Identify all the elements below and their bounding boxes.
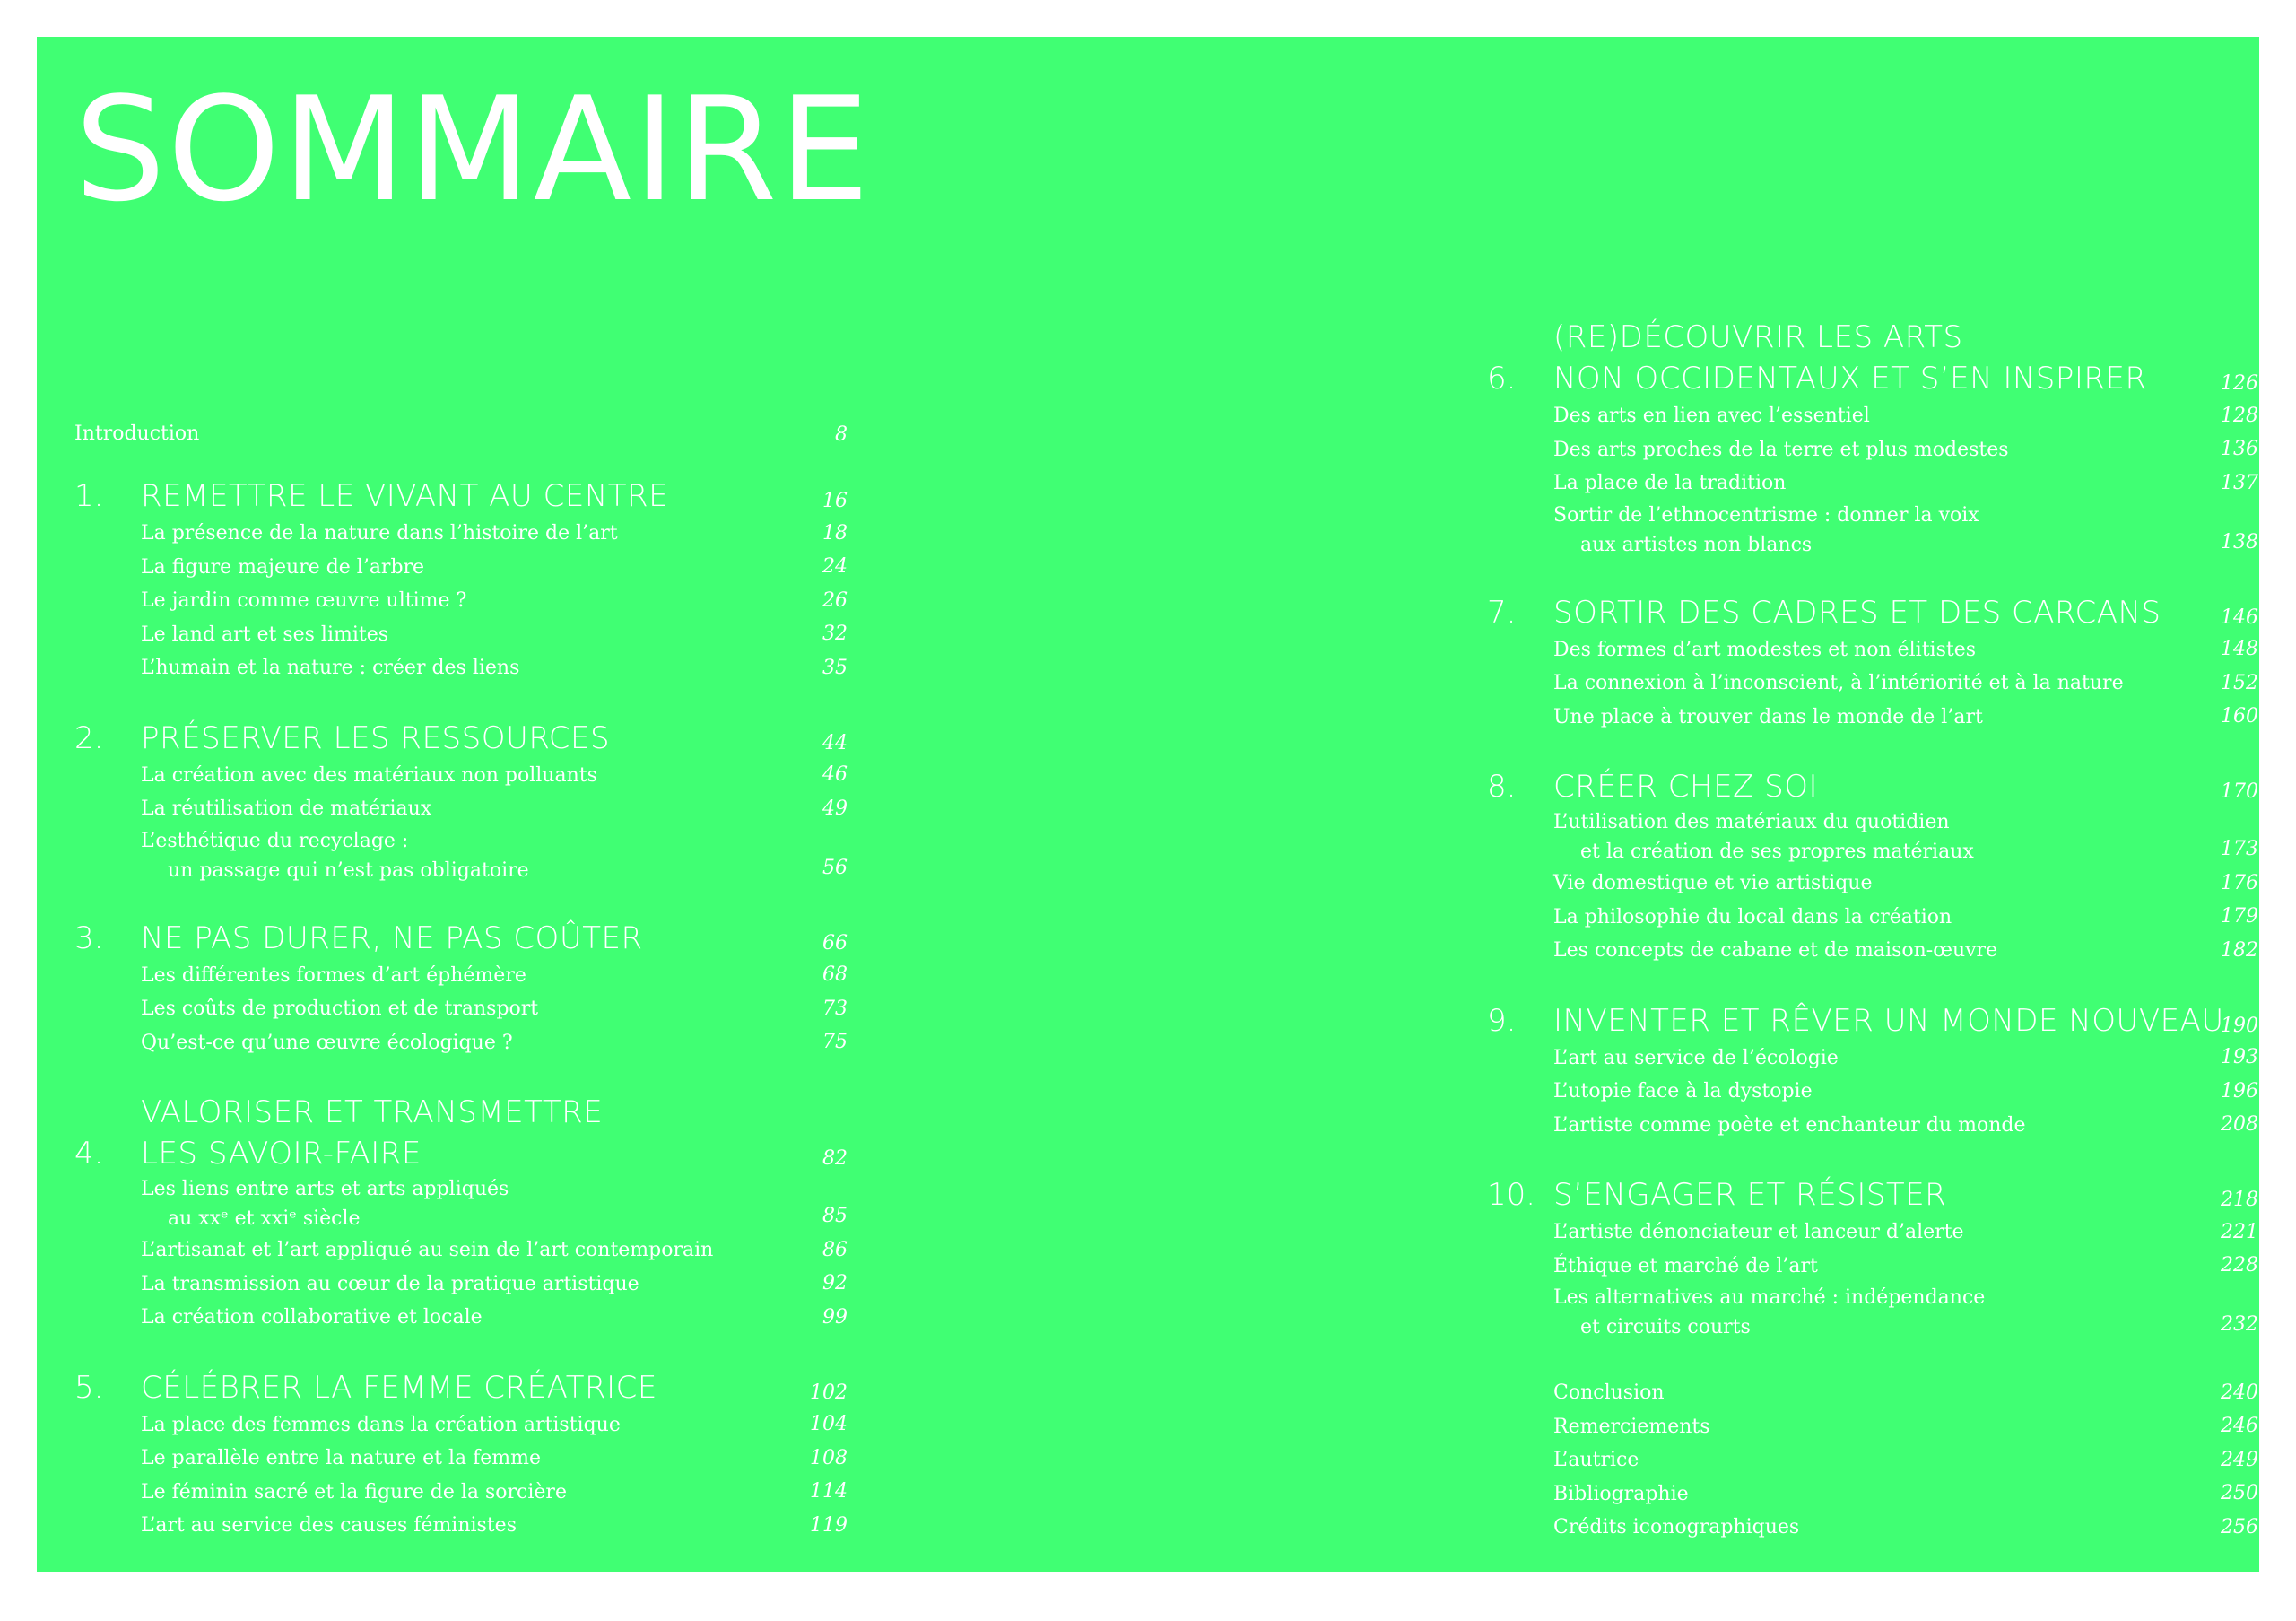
entry-text-line: L’esthétique du recyclage : [141,829,409,852]
entry-text-line: un passage qui n’est pas obligatoire [168,858,529,882]
toc-entry [1487,466,2258,501]
chapter-page-number: 102 [810,1381,848,1404]
entry-page-number: 240 [2221,1381,2258,1404]
entry-text [141,959,848,993]
right-column [1487,317,2258,1545]
toc-entry [74,1476,848,1510]
entry-text [141,1301,848,1335]
entry-page-number: 49 [822,797,848,820]
chapter-heading [1487,1000,2258,1041]
chapter-number: 1. [74,478,104,514]
entry-text [141,759,848,793]
entry-text [141,826,848,885]
entry-text-line: Le parallèle entre la nature et la femme [141,1447,542,1469]
entry-page-number: 46 [822,763,848,786]
toc-entry [74,551,848,585]
entry-page-number: 104 [810,1413,848,1435]
entry-page-number: 18 [822,521,848,545]
entry-page-number: 86 [822,1238,848,1261]
chapter-title-line: CRÉER CHEZ SOI [1553,769,1819,805]
entry-text [1553,667,2258,701]
chapter-heading [1487,1174,2258,1216]
entry-text: Bibliographie [1553,1482,1689,1505]
intro-entry [74,417,848,450]
entry-text [1553,633,2258,667]
chapter-heading [1487,317,2258,399]
toc-entry [1487,701,2258,735]
entry-text [1553,934,2258,968]
entry-text-line: et la création de ses propres matériaux [1580,841,1974,863]
closing-entry [1487,1410,2258,1444]
chapter-page-number: 190 [2221,1014,2258,1037]
chapter-section [74,475,848,685]
entry-text-line: Une place à trouver dans le monde de l’art [1553,705,1983,728]
entry-page-number: 196 [2221,1079,2258,1102]
toc-entry [74,759,848,793]
entry-page-number: 152 [2221,671,2258,694]
toc-entry [74,959,848,993]
entry-text-line: La connexion à l’inconscient, à l’intériorité et à la nature [1553,672,2124,694]
chapter-page-number: 126 [2221,372,2258,395]
entry-text-line: Des arts proches de la terre et plus modestes [1553,438,2009,461]
chapter-title [1553,1174,1946,1216]
toc-entry [1487,1041,2258,1076]
chapter-page-number: 218 [2221,1189,2258,1211]
entry-text-line: Sortir de l’ethnocentrisme : donner la voix [1553,503,1979,527]
entry-page-number: 148 [2221,638,2258,660]
chapter-page-number: 170 [2221,780,2258,803]
entry-text [1553,399,2258,433]
chapter-title [141,475,668,517]
chapter-title-line: INVENTER ET RÊVER UN MONDE NOUVEAU [1553,1002,2224,1039]
toc-entry [1487,1109,2258,1143]
chapter-section [74,918,848,1060]
chapter-number: 5. [74,1369,104,1406]
entry-text-line: Des arts en lien avec l’essentiel [1553,405,1870,427]
entry-text-line: et circuits courts [1580,1316,1751,1338]
toc-entry [1487,1216,2258,1250]
chapter-number: 2. [74,719,104,756]
chapter-title-line: LES SAVOIR-FAIRE [141,1136,422,1172]
entry-text [141,1268,848,1302]
entry-text: Conclusion [1553,1381,1665,1404]
entry-text [1553,1250,2258,1284]
toc-entry [1487,667,2258,701]
chapter-heading [1487,766,2258,807]
entry-page-number: 85 [822,1205,848,1227]
entry-text-line: Le land art et ses limites [141,623,389,646]
chapter-title [141,718,610,759]
entry-text [141,1026,848,1060]
chapter-section [1487,1174,2258,1342]
entry-text-line: L’utopie face à la dystopie [1553,1080,1813,1102]
chapter-page-number: 146 [2221,606,2258,629]
entry-text-line: L’humain et la nature : créer des liens [141,657,520,679]
entry-text [141,517,848,551]
chapters-right [1487,317,2258,1342]
entry-page-number: 256 [2221,1515,2258,1538]
entry-text-line: La présence de la nature dans l’histoire de l’art [141,522,618,545]
entry-page-number: 182 [2221,938,2258,962]
toc-entry [74,1509,848,1543]
entry-text-line: Le jardin comme œuvre ultime ? [141,589,467,612]
entry-text [141,618,848,652]
entry-page-number: 173 [2221,838,2258,860]
entry-text [1553,807,2258,867]
toc-entry [74,1174,848,1233]
entry-page-number: 35 [822,656,848,679]
chapter-number: 8. [1487,769,1517,805]
entry-text-line: L’artiste dénonciateur et lanceur d’alerte [1553,1221,1964,1243]
chapter-number: 9. [1487,1002,1517,1039]
entry-text-line: La place de la tradition [1553,472,1787,494]
chapter-page-number: 16 [822,490,848,512]
entry-text [141,1174,848,1233]
toc-entry [1487,1075,2258,1109]
entry-text-line: L’artisanat et l’art appliqué au sein de l’art contemporain [141,1239,714,1261]
entry-page-number: 114 [810,1480,848,1503]
entry-page-number: 136 [2221,438,2258,460]
toc-entry [74,1233,848,1268]
entry-text-line: aux artistes non blancs [1580,533,1813,556]
entry-page-number: 108 [810,1446,848,1469]
chapter-section [1487,766,2258,968]
chapter-number: 10. [1487,1177,1536,1213]
chapter-title-line: PRÉSERVER LES RESSOURCES [141,719,611,756]
intro-label: Introduction [74,423,200,445]
entry-text-line: Les liens entre arts et arts appliqués [141,1178,509,1200]
toc-entry [1487,1250,2258,1284]
entry-page-number: 208 [2221,1113,2258,1136]
toc-entry [74,651,848,685]
closing-entry [1487,1477,2258,1512]
entry-text [1553,1075,2258,1109]
toc-entry [74,618,848,652]
entry-text: L’autrice [1553,1449,1639,1471]
intro-page: 8 [835,423,848,446]
closing-section [1487,1376,2258,1545]
chapter-section [1487,592,2258,735]
entry-page-number: 221 [2221,1220,2258,1243]
chapter-heading [1487,592,2258,633]
toc-entry [1487,901,2258,935]
left-column [74,417,848,1543]
toc-entry [74,992,848,1026]
entry-text [141,651,848,685]
entry-text [1553,1109,2258,1143]
chapter-heading [74,918,848,959]
chapter-title-line: S’ENGAGER ET RÉSISTER [1553,1177,1947,1213]
entry-page-number: 176 [2221,871,2258,894]
toc-entry [1487,934,2258,968]
entry-text [1553,501,2258,560]
toc-entry [1487,501,2258,560]
entry-text-line: La transmission au cœur de la pratique artistique [141,1272,639,1295]
entry-text [141,1442,848,1476]
entry-text [1553,1283,2258,1342]
entry-text [1553,466,2258,501]
chapter-section [1487,317,2258,560]
entry-text-line: Les coûts de production et de transport [141,998,539,1020]
entry-text [1553,701,2258,735]
toc-entry [74,517,848,551]
toc-entry [74,1442,848,1476]
entry-text-line: Les alternatives au marché : indépendance [1553,1286,1986,1309]
toc-entry [74,1268,848,1302]
entry-text-line: L’utilisation des matériaux du quotidien [1553,811,1950,833]
chapter-heading [74,1092,848,1174]
entry-text [141,551,848,585]
closing-entry [1487,1511,2258,1545]
toc-entry [74,826,848,885]
chapter-section [1487,1000,2258,1143]
chapter-page-number: 66 [822,931,848,954]
entry-text [141,1408,848,1442]
entry-page-number: 249 [2221,1448,2258,1471]
entry-page-number: 160 [2221,705,2258,728]
entry-text [1553,1216,2258,1250]
entry-text-line: L’artiste comme poète et enchanteur du monde [1553,1113,2026,1137]
entry-page-number: 179 [2221,905,2258,928]
toc-entry [1487,633,2258,667]
entry-page-number: 246 [2221,1415,2258,1437]
chapter-section [74,1092,848,1335]
chapter-title [1553,317,2147,399]
entry-text: Remerciements [1553,1415,1710,1438]
entry-text [141,992,848,1026]
entry-page-number: 24 [822,555,848,578]
entry-text-line: La figure majeure de l’arbre [141,555,425,579]
toc-entry [1487,807,2258,867]
chapter-title-line: REMETTRE LE VIVANT AU CENTRE [141,478,669,514]
chapter-title-line: SORTIR DES CADRES ET DES CARCANS [1553,594,2161,631]
chapter-number: 4. [74,1136,104,1172]
entry-text-line: Les différentes formes d’art éphémère [141,963,526,987]
entry-page-number: 73 [822,997,848,1020]
entry-page-number: 68 [822,963,848,986]
entry-text-line: Éthique et marché de l’art [1553,1254,1818,1277]
entry-text-line: La place des femmes dans la création artistique [141,1413,621,1436]
entry-text-line: L’art au service des causes féministes [141,1514,517,1537]
chapter-title-line: NE PAS DURER, NE PAS COÛTER [141,919,643,956]
entry-page-number: 138 [2221,530,2258,553]
entry-text-line: Le féminin sacré et la figure de la sorcière [141,1480,567,1503]
chapter-title-line: (RE)DÉCOUVRIR LES ARTS [1553,319,1963,355]
entry-page-number: 128 [2221,404,2258,427]
chapter-title [1553,766,1818,807]
entry-text-line: La réutilisation de matériaux [141,797,432,820]
entry-text [141,1233,848,1268]
entry-page-number: 232 [2221,1313,2258,1336]
entry-text-line: Qu’est-ce qu’une œuvre écologique ? [141,1031,513,1054]
entry-text-line: Les concepts de cabane et de maison-œuvre [1553,939,1998,962]
entry-page-number: 193 [2221,1046,2258,1068]
entry-text [1553,901,2258,935]
entry-text-line: L’art au service de l’écologie [1553,1046,1839,1069]
entry-text [141,584,848,618]
entry-text: Crédits iconographiques [1553,1516,1800,1538]
entry-text-line: La création avec des matériaux non polluants [141,763,597,787]
chapter-heading [74,1367,848,1408]
entry-text [141,792,848,826]
entry-page-number: 32 [822,623,848,645]
closing-entry [1487,1376,2258,1410]
toc-entry [74,792,848,826]
entry-text [1553,1041,2258,1076]
entry-text [1553,867,2258,901]
entry-text [1553,433,2258,467]
chapter-section [74,718,848,885]
entry-text-line: Vie domestique et vie artistique [1553,872,1873,894]
chapters-left [74,475,848,1543]
chapter-number: 6. [1487,361,1517,397]
entry-text-line: La philosophie du local dans la création [1553,905,1952,928]
toc-entry [1487,433,2258,467]
toc-entry [1487,867,2258,901]
chapter-title-line: VALORISER ET TRANSMETTRE [141,1094,604,1130]
toc-entry [1487,1283,2258,1342]
entry-page-number: 26 [822,588,848,612]
entry-text [141,1509,848,1543]
chapter-title [1553,592,2161,633]
chapter-title-line: NON OCCIDENTAUX ET S’EN INSPIRER [1553,361,2147,397]
entry-text-line: La création collaborative et locale [141,1306,483,1329]
entry-page-number: 119 [810,1513,848,1537]
chapter-heading [74,475,848,517]
entry-page-number: 250 [2221,1482,2258,1504]
entry-page-number: 99 [822,1305,848,1329]
chapter-title-line: CÉLÉBRER LA FEMME CRÉATRICE [141,1369,657,1406]
toc-entry [1487,399,2258,433]
entry-text-line: Des formes d’art modestes et non élitistes [1553,638,1977,661]
chapter-title [141,1367,657,1408]
contents-page [37,37,2259,1572]
chapter-title [1553,1000,2224,1041]
chapter-page-number: 44 [822,731,848,754]
closing-entry [1487,1443,2258,1477]
chapter-number: 3. [74,919,104,956]
toc-entry [74,1301,848,1335]
toc-entry [74,1026,848,1060]
entry-page-number: 228 [2221,1254,2258,1277]
chapter-heading [74,718,848,759]
toc-entry [74,584,848,618]
entry-text [141,1476,848,1510]
chapter-title [141,918,643,959]
entry-text-line: au xxᵉ et xxiᵉ siècle [168,1207,361,1230]
chapter-section [74,1367,848,1543]
entry-page-number: 75 [822,1031,848,1053]
toc-entry [74,1408,848,1442]
page-title: SOMMAIRE [74,65,872,233]
chapter-title [141,1092,603,1174]
chapter-number: 7. [1487,594,1517,631]
entry-page-number: 137 [2221,471,2258,494]
chapter-page-number: 82 [822,1147,848,1170]
entry-page-number: 92 [822,1272,848,1294]
entry-page-number: 56 [822,856,848,879]
